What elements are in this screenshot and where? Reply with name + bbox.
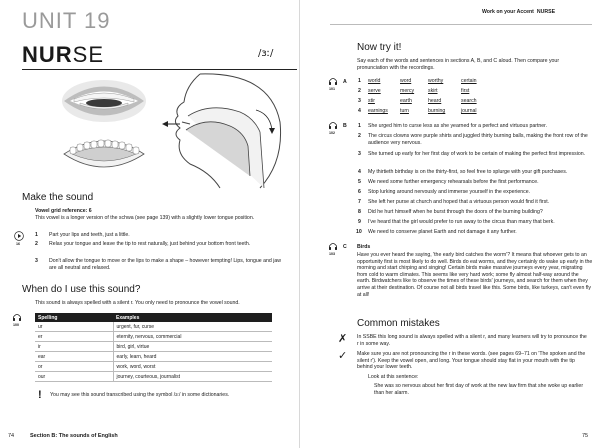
word-cell: mercy: [400, 88, 415, 94]
table-header-row: [35, 313, 272, 322]
audio-track-label: 16: [16, 242, 20, 246]
sentence-text: I've heard that the girl would prefer to run away to the circus than marry that berk.: [368, 219, 555, 225]
sentence-number: 2: [358, 133, 361, 139]
word-cell: worthy: [428, 78, 444, 84]
row-number: 4: [358, 108, 361, 114]
word-strong: NUR: [22, 42, 73, 67]
table-row: [35, 352, 272, 362]
page-number: 75: [582, 433, 589, 439]
sentence-number: 7: [358, 199, 361, 205]
headphones-icon[interactable]: [12, 312, 22, 322]
spelling-cell: or: [35, 362, 113, 372]
header-divider: [330, 24, 592, 25]
sentence-text: She turned up early for her first day of work to be certain of making the perfect first impression.: [368, 151, 586, 157]
ipa-symbol: /ɜː/: [258, 48, 274, 59]
sentence-text: Did he hurt himself when he burst through the doors of the burning building?: [368, 209, 543, 215]
row-number: 1: [358, 78, 361, 84]
teeth-tongue-illustration: [58, 130, 150, 178]
sentence-number: 10: [356, 229, 362, 235]
sound-word-title: [22, 42, 104, 68]
word-cell: earnings: [368, 108, 388, 114]
word-cell: heard: [428, 98, 442, 104]
step-number: 1: [35, 232, 38, 238]
mistake-text: In SSBE this long sound is always spelled with a silent r, and many learners will try to pronounce the r in some way.: [357, 334, 587, 347]
section-letter: C: [343, 244, 347, 250]
audio-track-label: 101: [329, 87, 335, 91]
check-icon: ✓: [338, 349, 348, 362]
example-sentence: She was so nervous about her first day of work at the new law firm that she woke up earlier than her alarm.: [374, 383, 584, 396]
table-row: [35, 372, 272, 382]
passage-title: Birds: [357, 244, 371, 250]
step-number: 2: [35, 241, 38, 247]
unit-label: UNIT 19: [22, 8, 111, 33]
sentence-text: Stop lurking around nervously and immerse yourself in the experience.: [368, 189, 531, 195]
audio-track-label: 100: [13, 323, 19, 327]
spelling-table: [35, 313, 272, 382]
table-row: [35, 342, 272, 352]
spelling-cell: our: [35, 372, 113, 382]
row-number: 2: [358, 88, 361, 94]
step-text: Relax your tongue and leave the tip to rest naturally, just behind your bottom front teeth.: [49, 241, 251, 247]
sentence-number: 3: [358, 151, 361, 157]
section-letter: A: [343, 79, 347, 85]
table-header: Examples: [113, 313, 272, 322]
sentence-number: 9: [358, 219, 361, 225]
step-text: Part your lips and teeth, just a little.: [49, 232, 130, 238]
audio-track-label: 103: [329, 252, 335, 256]
word-cell: stir: [368, 98, 375, 104]
head-cross-section-illustration: [160, 72, 290, 190]
word-cell: earth: [400, 98, 412, 104]
sentence-number: 5: [358, 179, 361, 185]
sentence-number: 6: [358, 189, 361, 195]
sentence-text: The circus clowns wore purple shirts and juggled thirty burning balls, making the front row of the audience very nervous.: [368, 133, 588, 146]
word-cell: first: [461, 88, 470, 94]
examples-cell: work, word, worst: [113, 362, 272, 372]
note-text: You may see this sound transcribed using the symbol /ɜː/ in some dictionaries.: [50, 392, 230, 398]
spelling-cell: er: [35, 332, 113, 342]
title-divider: [22, 69, 297, 70]
word-cell: journal: [461, 108, 477, 114]
table-row: [35, 322, 272, 332]
step-text: Don't allow the tongue to move or the lips to make a shape – however tempting! Lips, tongue and jaw are all neutral and relaxed.: [49, 258, 281, 271]
mistakes-title: Common mistakes: [357, 318, 440, 329]
sentence-text: My thirtieth birthday is on the thirty-first, so feel free to splurge with your gift purchases.: [368, 169, 568, 175]
spelling-cell: ear: [35, 352, 113, 362]
examples-cell: journey, courteous, journalist: [113, 372, 272, 382]
audio-play-icon[interactable]: [14, 231, 24, 241]
word-cell: serve: [368, 88, 381, 94]
word-rest: SE: [72, 42, 105, 67]
header-accent: NURSE: [536, 9, 556, 15]
audio-track-label: 102: [329, 131, 335, 135]
word-cell: burning: [428, 108, 446, 114]
page-number: 74: [8, 433, 15, 439]
look-label: Look at this sentence:: [368, 374, 419, 380]
sentence-text: She left her purse at church and hoped that a virtuous person would find it first.: [368, 199, 550, 205]
sentence-text: We need to conserve planet Earth and not damage it any further.: [368, 229, 517, 235]
word-cell: certain: [461, 78, 477, 84]
running-header: [482, 9, 555, 15]
table-header: Spelling: [35, 313, 113, 322]
headphones-icon[interactable]: [328, 241, 338, 251]
note-icon: !: [38, 389, 42, 401]
make-sound-intro: This vowel is a longer version of the schwa (see page 139) with a slightly lower tongue position.: [35, 215, 255, 221]
now-try-intro: Say each of the words and sentences in sections A, B, and C aloud. Then compare your pronunciation with the recordings.: [357, 58, 560, 71]
sentence-number: 4: [358, 169, 361, 175]
now-try-title: Now try it!: [357, 42, 402, 53]
examples-cell: eternity, nervous, commercial: [113, 332, 272, 342]
examples-cell: early, learn, heard: [113, 352, 272, 362]
step-number: 3: [35, 258, 38, 264]
word-cell: skirt: [428, 88, 438, 94]
sentence-number: 8: [358, 209, 361, 215]
when-use-title: When do I use this sound?: [22, 284, 141, 295]
make-sound-title: Make the sound: [22, 192, 94, 203]
header-title: Work on your Accent: [482, 9, 534, 15]
sentence-text: She urged him to curse less as she yearned for a perfect and virtuous partner.: [368, 123, 548, 129]
headphones-icon[interactable]: [328, 76, 338, 86]
sentence-text: We need some further emergency rehearsals before the first performance.: [368, 179, 539, 185]
word-cell: word: [400, 78, 412, 84]
section-letter: B: [343, 123, 347, 129]
cross-icon: ✗: [338, 332, 348, 345]
word-cell: search: [461, 98, 477, 104]
spelling-cell: ur: [35, 322, 113, 332]
correction-text: Make sure you are not pronouncing the r in these words. (see pages 69–71 on 'The spoken and the silent r'). Keep the vowel open, and long. Your tongue should stay flat in your mouth with the tip behind your lower teeth.: [357, 351, 586, 371]
when-use-text: This sound is always spelled with a silent r. You only need to pronounce the vowel sound.: [35, 300, 240, 306]
word-cell: world: [368, 78, 381, 84]
mouth-illustration: [60, 78, 148, 124]
word-cell: turn: [400, 108, 409, 114]
vowel-grid-ref: Vowel grid reference: 6: [35, 208, 92, 214]
spelling-cell: ir: [35, 342, 113, 352]
examples-cell: urgent, fur, curse: [113, 322, 272, 332]
examples-cell: bird, girl, virtue: [113, 342, 272, 352]
table-row: [35, 362, 272, 372]
section-label: Section B: The sounds of English: [30, 433, 118, 439]
headphones-icon[interactable]: [328, 120, 338, 130]
row-number: 3: [358, 98, 361, 104]
table-row: [35, 332, 272, 342]
sentence-number: 1: [358, 123, 361, 129]
passage-text: Have you ever heard the saying, 'the early bird catches the worm'? It means that whoever gets to an opportunity first is most likely to do well. Birds do eat worms, and they certainly do wake up early in the morning and start chirping and singing! Certain birds make massive journeys every year, migrating from cold to warm climates. This seems like very hard work; some fly almost half-way around the earth. Birdwatchers like to observe the times of these birds' journeys, and search for them when they arrive at their destination. Of course not all birds travel like this. Some birds, like turkeys, can't even fly at all!: [357, 252, 593, 298]
